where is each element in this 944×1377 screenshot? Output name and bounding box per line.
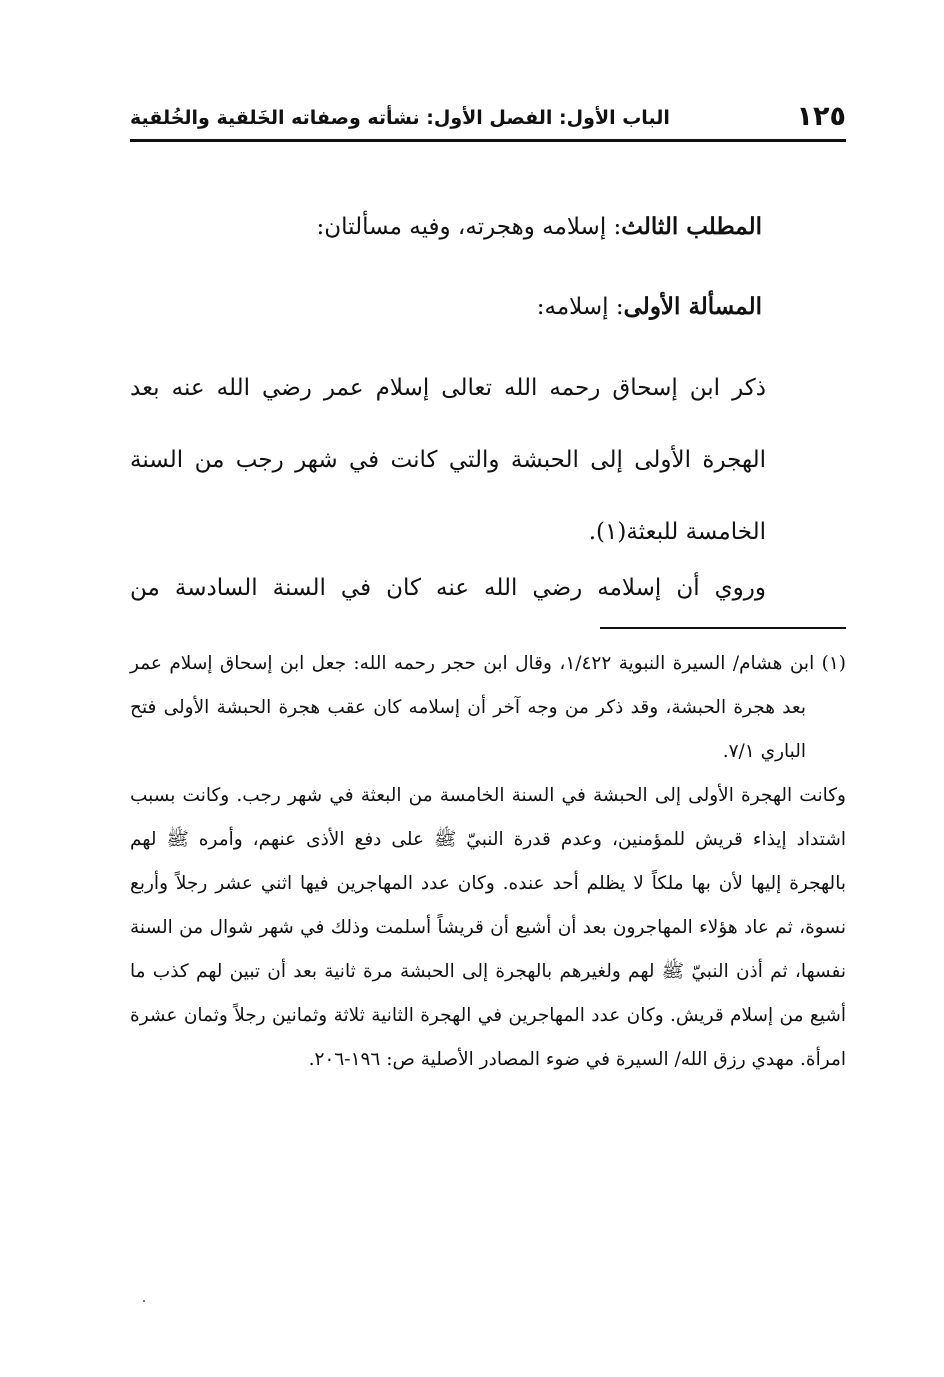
- chapter-title: الباب الأول: الفصل الأول: نشأته وصفاته الخَلقية والخُلقية: [130, 107, 670, 129]
- scan-speck: [143, 1300, 145, 1302]
- paragraph-1: [130, 352, 846, 568]
- section-heading: [317, 207, 763, 247]
- footnotes: [130, 642, 846, 1082]
- section-text: : إسلامه وهجرته، وفيه مسألتان:: [316, 214, 622, 240]
- question-heading: [537, 287, 762, 327]
- page-number: ١٢٥: [796, 101, 846, 132]
- question-text: : إسلامه:: [536, 294, 624, 320]
- paragraph-2: وروي أن إسلامه رضي الله عنه كان في السنة السادسة من: [130, 575, 766, 601]
- paragraph-1-text: ذكر ابن إسحاق رحمه الله تعالى إسلام عمر رضي الله عنه بعد الهجرة الأولى إلى الحبشة والتي كانت في شهر رجب من السنة الخامسة للبعثة(١).: [130, 375, 766, 545]
- section-label: المطلب الثالث: [621, 213, 762, 240]
- running-header: [130, 100, 846, 140]
- header-rule: [130, 139, 846, 142]
- question-label: المسألة الأولى: [623, 293, 762, 320]
- footnote-continuation: وكانت الهجرة الأولى إلى الحبشة في السنة الخامسة من البعثة في شهر رجب. وكانت بسبب اشتداد إيذاء قريش للمؤمنين، وعدم قدرة النبيّ ﷺ على دفع الأذى عنهم، وأمره ﷺ لهم بالهجرة إليها لأن بها ملكاً لا يظلم أحد عنده. وكان عدد المهاجرين فيها اثني عشر رجلاً وأربع نسوة، ثم عاد هؤلاء المهاجرون بعد أن أشيع أن قريشاً أسلمت وذلك في شهر شوال من السنة نفسها، ثم أذن النبيّ ﷺ لهم ولغيرهم بالهجرة إلى الحبشة مرة ثانية بعد أن تبين لهم كذب ما أشيع من إسلام قريش. وكان عدد المهاجرين في الهجرة الثانية ثلاثة وثمانين رجلاً وثمان عشرة امرأة. مهدي رزق الله/ السيرة في ضوء المصادر الأصلية ص: ١٩٦-٢٠٦.: [130, 785, 846, 1070]
- footnote-separator: [600, 627, 846, 629]
- footnote-1: (١) ابن هشام/ السيرة النبوية ١/٤٢٢، وقال ابن حجر رحمه الله: جعل ابن إسحاق إسلام عمر بعد هجرة الحبشة، وقد ذكر من وجه آخر أن إسلامه كان عقب هجرة الحبشة الأولى فتح الباري ٧/١.: [130, 653, 846, 762]
